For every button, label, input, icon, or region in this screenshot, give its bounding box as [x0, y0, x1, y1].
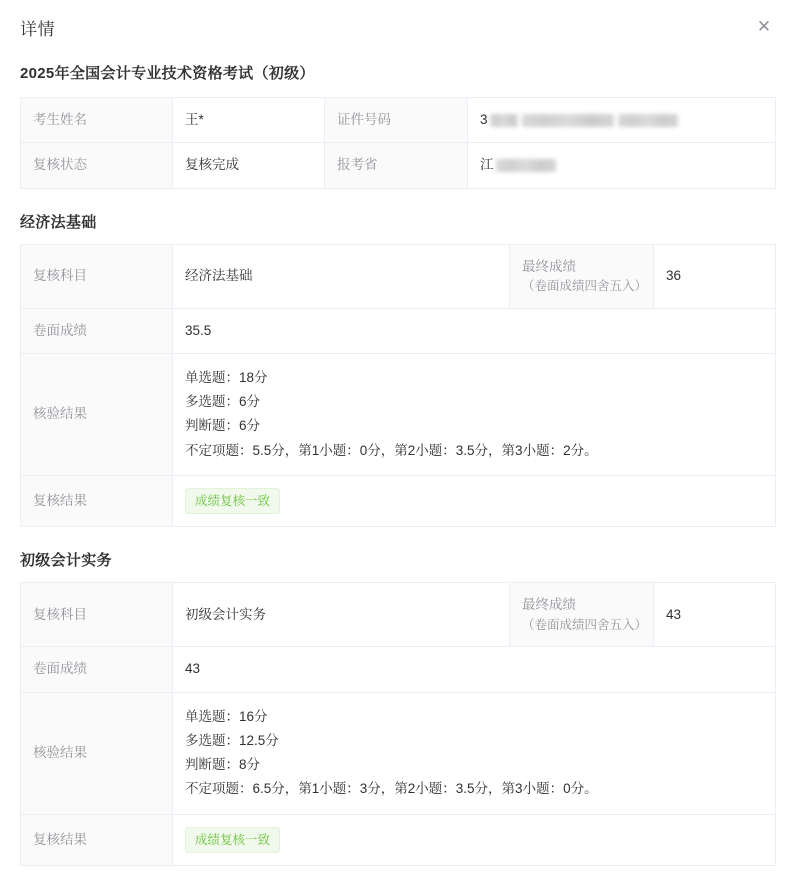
check-result-line: 不定项题：6.5分，第1小题：3分，第2小题：3.5分，第3小题：0分。 — [185, 781, 598, 797]
subject-table-2 — [20, 582, 776, 866]
final-score-label-sub: （卷面成绩四舍五入） — [522, 278, 648, 293]
check-result-line: 单选题：16分 — [185, 708, 268, 724]
province-label: 报考省 — [325, 143, 468, 188]
id-number-label: 证件号码 — [325, 98, 468, 143]
paper-score-value: 43 — [173, 647, 776, 692]
final-score-value: 43 — [654, 583, 776, 647]
table-row — [21, 647, 776, 692]
final-score-value: 36 — [654, 244, 776, 308]
close-icon[interactable]: ✕ — [752, 14, 776, 38]
paper-score-value: 35.5 — [173, 308, 776, 353]
paper-score-label: 卷面成绩 — [21, 647, 173, 692]
review-status-label: 复核状态 — [21, 143, 173, 188]
dialog-header — [20, 0, 776, 54]
check-result-line: 判断题：8分 — [185, 757, 261, 772]
final-score-label-sub: （卷面成绩四舍五入） — [522, 617, 648, 632]
final-score-label-main: 最终成绩 — [522, 258, 576, 274]
status-badge: 成绩复核一致 — [185, 488, 280, 515]
check-result-line: 单选题：18分 — [185, 369, 268, 385]
section-title-subject-1: 经济法基础 — [20, 213, 97, 231]
redaction-block — [496, 159, 556, 172]
check-result-label: 核验结果 — [21, 692, 173, 814]
subject-label: 复核科目 — [21, 244, 173, 308]
check-result-line: 不定项题：5.5分，第1小题：0分，第2小题：3.5分，第3小题：2分。 — [185, 442, 598, 458]
check-result-line: 判断题：6分 — [185, 418, 261, 434]
redaction-block — [522, 114, 614, 127]
table-row — [21, 244, 776, 308]
table-row — [21, 475, 776, 527]
review-result-value — [173, 814, 776, 866]
final-score-label — [510, 244, 654, 308]
final-score-label-main: 最终成绩 — [522, 597, 576, 613]
check-result-value — [173, 353, 776, 475]
candidate-info-table — [20, 97, 776, 189]
table-row — [21, 814, 776, 866]
section-title-subject-2: 初级会计实务 — [20, 552, 112, 570]
dialog-title: 详情 — [20, 19, 55, 39]
province-value — [468, 143, 776, 188]
final-score-label — [510, 583, 654, 647]
review-status-value: 复核完成 — [173, 143, 325, 188]
subject-value: 经济法基础 — [173, 244, 510, 308]
exam-title: 2025年全国会计专业技术资格考试（初级） — [20, 65, 315, 82]
table-row — [21, 98, 776, 143]
paper-score-label: 卷面成绩 — [21, 308, 173, 353]
subject-label: 复核科目 — [21, 583, 173, 647]
id-number-value — [468, 98, 776, 143]
table-row — [21, 308, 776, 353]
check-result-label: 核验结果 — [21, 353, 173, 475]
review-result-value — [173, 475, 776, 527]
review-result-label: 复核结果 — [21, 475, 173, 527]
check-result-line: 多选题：6分 — [185, 394, 261, 409]
redaction-block — [490, 114, 518, 127]
candidate-name-label: 考生姓名 — [21, 98, 173, 143]
status-badge: 成绩复核一致 — [185, 827, 280, 854]
province-prefix: 江 — [480, 157, 494, 173]
redaction-block — [618, 114, 678, 127]
candidate-name-value: 王* — [173, 98, 325, 143]
review-result-label: 复核结果 — [21, 814, 173, 866]
table-row — [21, 353, 776, 475]
table-row — [21, 583, 776, 647]
subject-table-1 — [20, 244, 776, 528]
id-number-prefix: 3 — [480, 112, 489, 127]
subject-value: 初级会计实务 — [173, 583, 510, 647]
table-row — [21, 692, 776, 814]
table-row — [21, 143, 776, 188]
check-result-value — [173, 692, 776, 814]
check-result-line: 多选题：12.5分 — [185, 732, 279, 748]
